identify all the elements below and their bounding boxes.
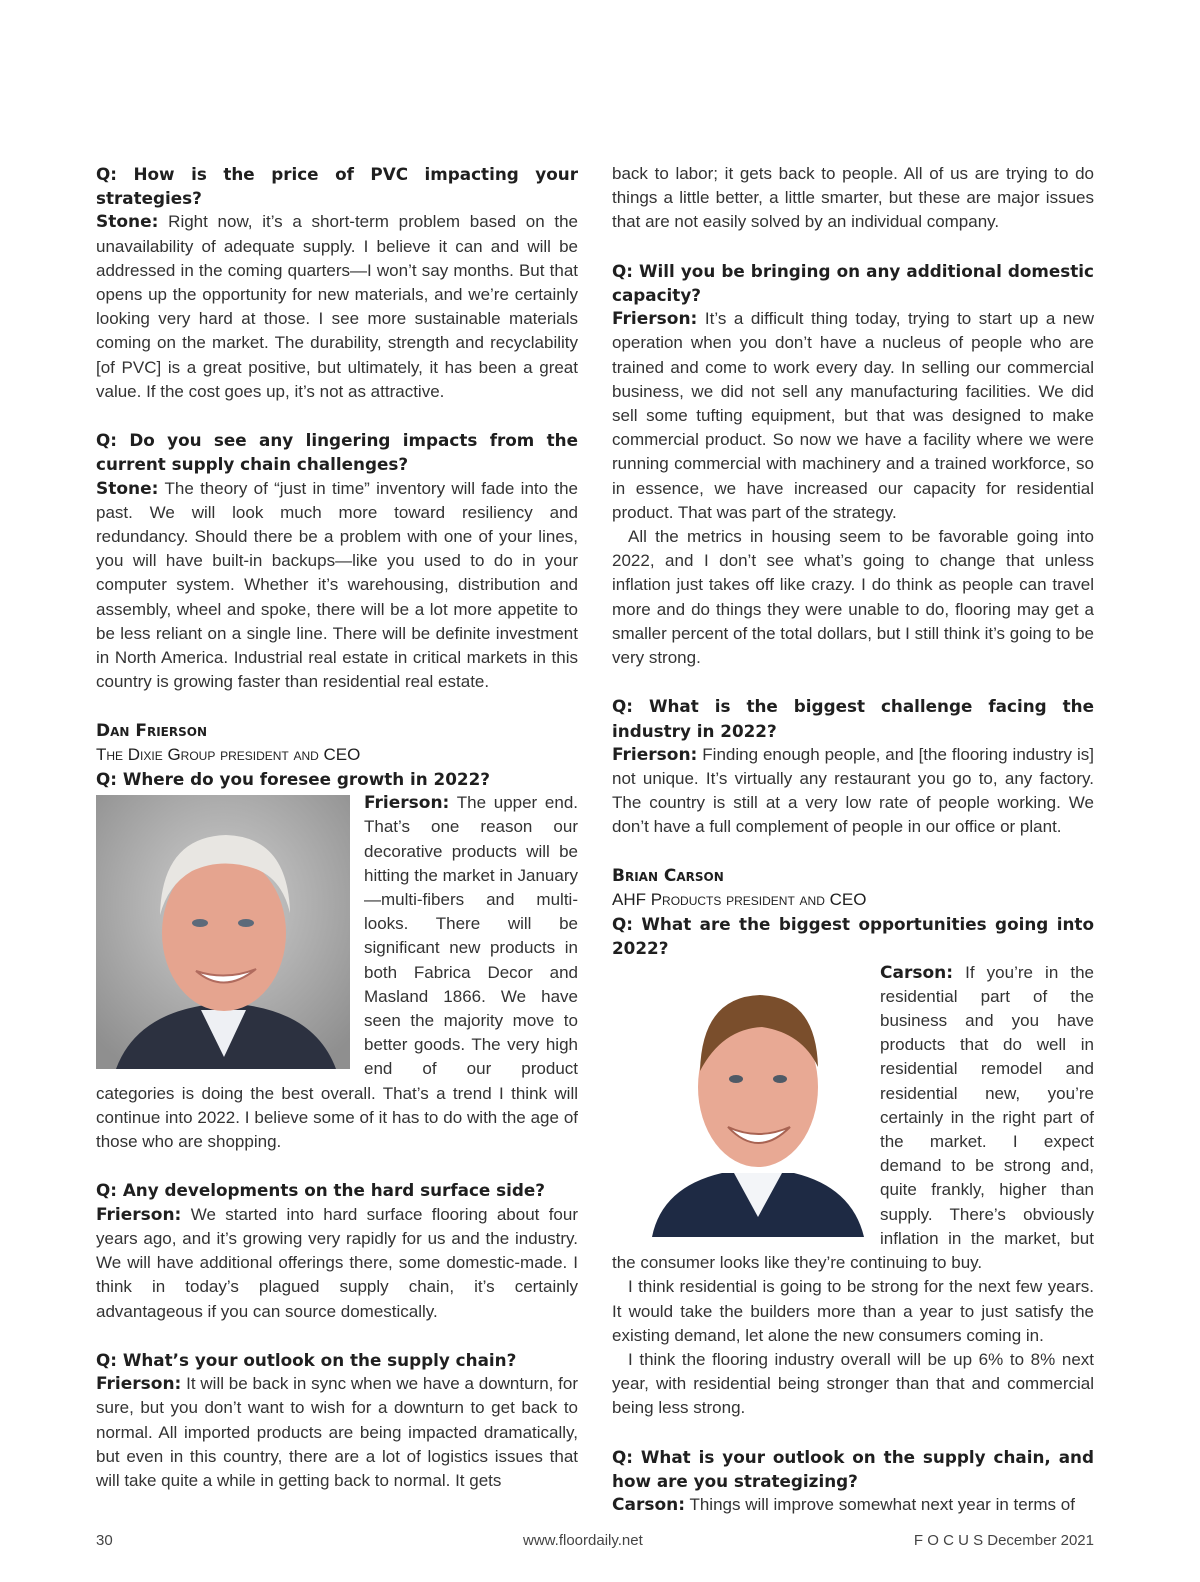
speaker-label: Frierson: — [96, 1374, 182, 1395]
answer-text: Right now, it’s a short-term problem based on the unavailability of adequate supply. I believe it can and will be addressed in the coming quarters—I won’t say months. But that opens up the opportunity for new materials, and we’re certainly looking very hard at those. I see more sustainable materials coming on the market. The durability, strength and recyclability [of PVC] is a great positive, but ultimately, it has been a great value. If the cost goes up, it’s not as attractive. — [96, 212, 578, 401]
answer-housing-metrics: All the metrics in housing seem to be favorable going into 2022, and I don’t see what’s going to change that unless inflation just takes off like crazy. I do think as people can travel more and do things they were unable to do, flooring may get a smaller percent of the total dollars, but I still think it’s going to be very strong. — [612, 527, 1094, 668]
speaker-label: Frierson: — [612, 309, 698, 330]
person-title-frierson: The Dixie Group president and CEO — [96, 744, 361, 764]
answer-supply-chain-strategy — [612, 1493, 1094, 1517]
footer-issue: F O C U S December 2021 — [913, 1532, 1094, 1549]
answer-pvc — [96, 210, 578, 404]
question-domestic-capacity: Q: Will you be bringing on any additional domestic capacity? — [612, 260, 1094, 305]
question-opportunities: Q: What are the biggest opportunities going into 2022? — [612, 914, 1094, 959]
answer-text: Finding enough people, and [the flooring industry is] not unique. It’s virtually any restaurant you go to, any factory. The country is still at a very low rate of people working. We don’t have a full complement of people in our office or plant. — [612, 744, 1094, 837]
answer-text: It will be back in sync when we have a downturn, for sure, but you don’t want to wish for a downturn to get back to normal. All imported products are being impacted dramatically, but even in this country, there are a lot of logistics issues that will take quite a while in getting back to normal. It gets — [96, 1374, 578, 1490]
continued-text: back to labor; it gets back to people. All of us are trying to do things a little better, a little smarter, but these are major issues that are not easily solved by an individual company. — [612, 164, 1094, 232]
left-column — [96, 162, 578, 1493]
answer-domestic-capacity — [612, 307, 1094, 525]
question-supply-chain-outlook: Q: What’s your outlook on the supply chain? — [96, 1349, 517, 1370]
question-biggest-challenge: Q: What is the biggest challenge facing the industry in 2022? — [612, 696, 1094, 741]
speaker-label: Stone: — [96, 478, 159, 499]
answer-text: The upper end. That’s one reason our decorative products will be hitting the market in January—multi-fibers and multi-looks. There will be significant new products in both Fabrica Decor and Masland 1866. We have seen the majority move to better goods. The very high end of our product categories is doing the best overall. That’s a trend I think will continue into 2022. I believe some of it has to do with the age of those who are shopping. — [96, 793, 578, 1152]
carson-portrait-photo — [652, 967, 864, 1237]
page-number: 30 — [96, 1532, 113, 1549]
answer-biggest-challenge — [612, 743, 1094, 840]
person-name-carson: Brian Carson — [612, 865, 724, 886]
speaker-label: Carson: — [880, 962, 954, 983]
answer-hard-surface — [96, 1203, 578, 1324]
speaker-label: Carson: — [612, 1495, 686, 1516]
answer-text: We started into hard surface flooring about four years ago, and it’s growing very rapidly for us and the industry. We will have additional offerings there, some domestic-made. I think in today’s plagued supply chain, it’s certainly advantageous if you can source domestically. — [96, 1204, 578, 1321]
answer-text: If you’re in the residential part of the business and you have products that do well in residential remodel and residential new, you’re certainly in the right part of the market. I expect demand to be strong and, quite frankly, higher than supply. There’s obviously inflation in the market, but the consumer looks like they’re continuing to buy. — [612, 962, 1094, 1273]
answer-growth — [96, 791, 578, 1154]
answer-text: It’s a difficult thing today, trying to start up a new operation when you don’t have a nucleus of people who are trained and come to work every day. In selling our commercial business, we did not sell any manufacturing facilities. We did sell some tufting equipment, but that was designed to make commercial product. So now we have a facility where we were running commercial with machinery and a trained workforce, so in essence, we have increased our capacity for residential product. That was part of the strategy. — [612, 309, 1094, 522]
answer-text: Things will improve somewhat next year in terms of — [689, 1495, 1075, 1515]
speaker-label: Frierson: — [612, 744, 698, 765]
speaker-label: Stone: — [96, 212, 159, 233]
answer-residential-outlook: I think residential is going to be strong for the next few years. It would take the builders more than a year to just satisfy the existing demand, let alone the new consumers coming in. — [612, 1277, 1094, 1345]
question-supply-chain-strategy: Q: What is your outlook on the supply chain, and how are you strategizing? — [612, 1446, 1094, 1491]
question-hard-surface: Q: Any developments on the hard surface side? — [96, 1180, 545, 1201]
person-title-carson: AHF Products president and CEO — [612, 890, 867, 910]
question-supply-chain-impacts: Q: Do you see any lingering impacts from the current supply chain challenges? — [96, 430, 578, 475]
question-growth: Q: Where do you foresee growth in 2022? — [96, 769, 490, 790]
answer-opportunities — [612, 961, 1094, 1276]
speaker-label: Frierson: — [96, 1204, 182, 1225]
person-name-frierson: Dan Frierson — [96, 720, 208, 741]
frierson-portrait-photo — [96, 795, 350, 1069]
question-pvc: Q: How is the price of PVC impacting your strategies? — [96, 164, 578, 209]
footer-url[interactable]: www.floordaily.net — [523, 1532, 643, 1549]
answer-text: The theory of “just in time” inventory will fade into the past. We will look much more toward resiliency and redundancy. Should there be a problem with one of your lines, you will have built-in backups—like you used to do in your computer system. Whether it’s warehousing, distribution and assembly, wheel and spoke, there will be a lot more appetite to be less reliant on a single line. There will be definite investment in North America. Industrial real estate in critical markets in this country is growing faster than residential real estate. — [96, 478, 578, 692]
answer-supply-chain-outlook — [96, 1372, 578, 1493]
right-column — [612, 162, 1094, 1517]
speaker-label: Frierson: — [364, 793, 450, 814]
answer-industry-forecast: I think the flooring industry overall will be up 6% to 8% next year, with residential being stronger than that and commercial being less strong. — [612, 1349, 1094, 1418]
answer-supply-chain-impacts — [96, 477, 578, 695]
